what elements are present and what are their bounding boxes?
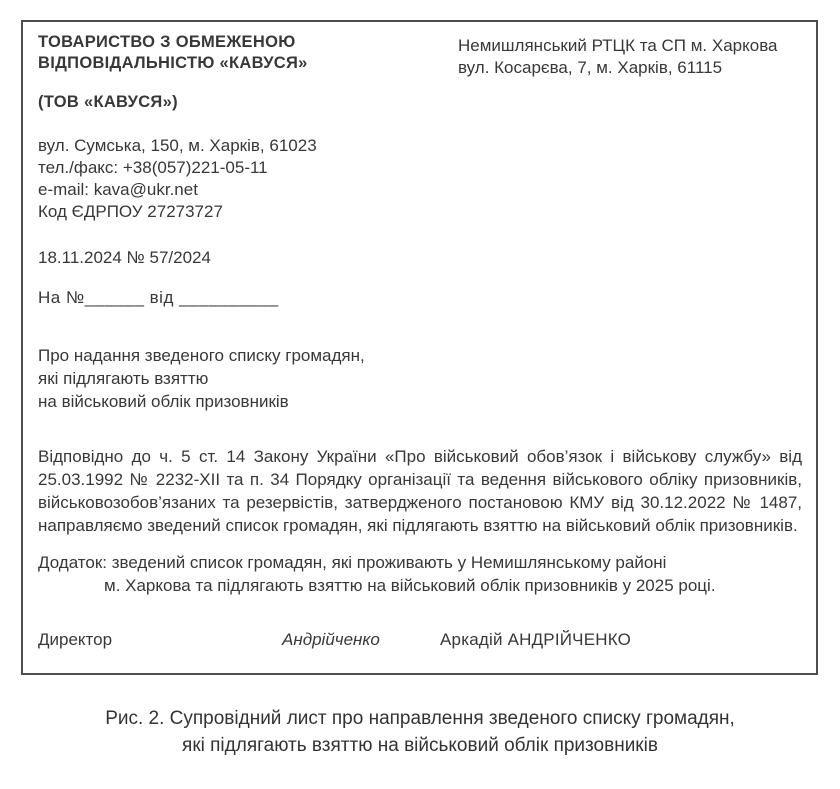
attachment-line-2: м. Харкова та підлягають взяттю на військовий облік призовників у 2025 році.: [104, 576, 716, 595]
sender-block: [38, 32, 458, 223]
signature-handwritten: Андрійченко: [282, 630, 380, 649]
sender-phone: тел./факс: +38(057)221-05-11: [38, 158, 268, 177]
recipient-block: [458, 32, 801, 223]
subject-line-3: на військовий облік призовників: [38, 392, 289, 411]
attachment-line-1: Додаток: зведений список громадян, які проживають у Немишлянському районі: [38, 553, 667, 572]
sender-registry-code: Код ЄДРПОУ 27273727: [38, 202, 223, 221]
sender-company-name-line1: ТОВАРИСТВО З ОБМЕЖЕНОЮ: [38, 33, 296, 51]
letter-document: [21, 20, 818, 675]
recipient-name: Немишлянський РТЦК та СП м. Харкова: [458, 36, 778, 55]
figure-caption-line-2: які підлягають взяттю на військовий облік призовників: [182, 735, 658, 756]
sender-address: вул. Сумська, 150, м. Харків, 61023: [38, 136, 317, 155]
figure-caption: [0, 705, 840, 759]
reply-reference-line: На №______ від __________: [38, 288, 279, 307]
sender-email: e-mail: kava@ukr.net: [38, 180, 198, 199]
letter-subject: [38, 344, 801, 413]
letter-body-paragraph: Відповідно до ч. 5 ст. 14 Закону України «Про військовий обов’язок і військову службу» від 25.03.1992 № 2232-XII та п. 34 Порядку організації та ведення військового обліку призовників, військовозобов’язаних та резервістів, затвердженого постановою КМУ від 30.12.2022 № 1487, направляємо зведений список громадян, які підлягають взяттю на військовий облік призовників.: [38, 447, 802, 535]
sender-company-name-line2: ВІДПОВІДАЛЬНІСТЮ «КАВУСЯ»: [38, 54, 308, 72]
signature-full-name: Аркадій АНДРІЙЧЕНКО: [440, 630, 632, 649]
attachment-block: [38, 551, 801, 597]
signature-position-title: Директор: [38, 630, 113, 649]
sender-contacts: [38, 135, 458, 223]
subject-line-1: Про надання зведеного списку громадян,: [38, 346, 365, 365]
recipient-address: вул. Косарєва, 7, м. Харків, 61115: [458, 58, 723, 77]
figure-caption-line-1: Рис. 2. Супровідний лист про направлення зведеного списку громадян,: [105, 708, 735, 729]
signature-row: [38, 629, 801, 651]
sender-company-short-name: (ТОВ «КАВУСЯ»): [38, 93, 178, 111]
subject-line-2: які підлягають взяттю: [38, 369, 209, 388]
letter-header: [38, 32, 801, 223]
outgoing-date-number: 18.11.2024 № 57/2024: [38, 248, 211, 267]
